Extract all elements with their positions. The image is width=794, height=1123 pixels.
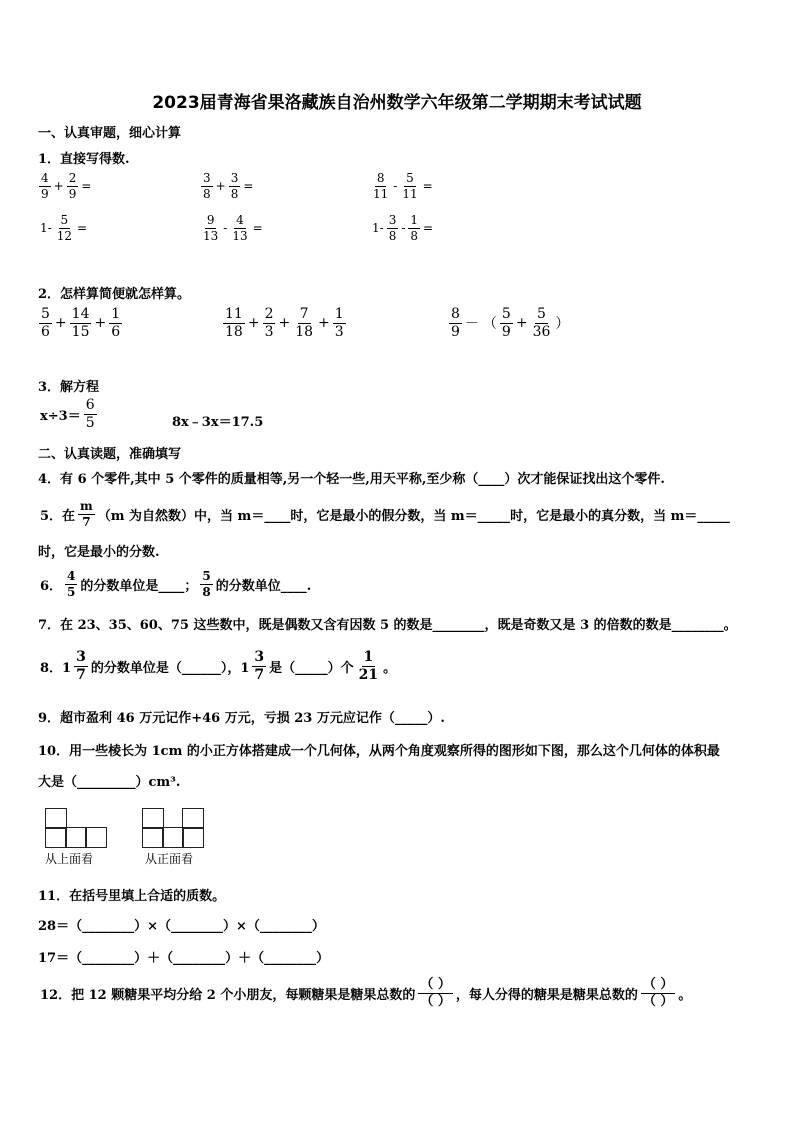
q2-label: 2．怎样算简便就怎样算。 bbox=[38, 287, 191, 302]
q7: 7．在 23、35、60、75 这些数中，既是偶数又含有因数 5 的数是________，既是奇数又是 3 的倍数的数是________。 bbox=[38, 618, 737, 633]
section-1-heading: 一、认真审题，细心计算 bbox=[38, 126, 182, 141]
top-view-figure bbox=[45, 808, 109, 848]
q5-line-1: 5．在 $\frac{m}{7}$ （m 为自然数）中，当 m＝____时，它是最小的假分数，当 m＝_____时，它是最小的真分数，当 m＝_____ bbox=[40, 499, 730, 529]
q10-line-2: 大是（_________）cm³. bbox=[38, 775, 181, 790]
q9: 9．超市盈利 46 万元记作+46 万元，亏损 23 万元应记作（_____）. bbox=[38, 711, 445, 726]
q2-expr-2: $\frac{11}{18}$ + $\frac{2}{3}$ + $\frac{7}{18}$ + $\frac{1}{3}$ bbox=[225, 306, 344, 340]
q11-label: 11．在括号里填上合适的质数。 bbox=[38, 889, 226, 904]
q12: 12．把 12 颗糖果平均分给 2 个小朋友，每颗糖果是糖果总数的 $\frac{( )}{( )}$ ，每人分得的糖果是糖果总数的 $\frac{( )}{( )}$ 。 bbox=[40, 977, 692, 1009]
q1-item-6: 1- $\frac{3}{8}$ - $\frac{1}{8}$ = bbox=[372, 213, 434, 243]
q6: 6． $\frac{4}{5}$ 的分数单位是____； $\frac{5}{8}$ 的分数单位____. bbox=[40, 569, 312, 599]
q3-equation-2: 8x﹣3x＝17.5 bbox=[172, 415, 264, 430]
q1-item-4: 1- $\frac{5}{12}$ = bbox=[40, 213, 88, 243]
front-view-figure bbox=[142, 808, 206, 848]
q10-line-1: 10．用一些棱长为 1cm 的小正方体搭建成一个几何体，从两个角度观察所得的图形如下图，那么这个几何体的体积最 bbox=[38, 744, 720, 759]
page-title: 2023届青海省果洛藏族自治州数学六年级第二学期期末考试试题 bbox=[152, 93, 642, 113]
q3-equation-1: x÷3＝ $\frac{6}{5}$ bbox=[40, 397, 95, 431]
q2-expr-1: $\frac{5}{6}$ + $\frac{14}{15}$ + $\frac{1}{6}$ bbox=[41, 306, 121, 340]
front-view-caption: 从正面看 bbox=[145, 852, 194, 866]
q2-expr-3: $\frac{8}{9}$ － （ $\frac{5}{9}$ + $\frac{5}{36}$ ） bbox=[451, 306, 570, 340]
q11-line-1: 28＝（________）×（________）×（________） bbox=[38, 919, 325, 934]
q8: 8．1 $\frac{3}{7}$ 的分数单位是（______），1 $\frac{3}{7}$ 是（_____）个 $\frac{1}{21}$ 。 bbox=[40, 649, 397, 683]
q1-item-1: $\frac{4}{9}$ + $\frac{2}{9}$ = bbox=[41, 171, 92, 201]
q1-label: 1．直接写得数. bbox=[38, 152, 130, 167]
section-2-heading: 二、认真读题，准确填写 bbox=[38, 447, 182, 462]
q1-item-5: $\frac{9}{13}$ - $\frac{4}{13}$ = bbox=[203, 213, 263, 243]
q3-label: 3．解方程 bbox=[38, 380, 100, 395]
top-view-caption: 从上面看 bbox=[45, 852, 94, 866]
q5-line-2: 时，它是最小的分数. bbox=[38, 545, 160, 560]
q4: 4．有 6 个零件,其中 5 个零件的质量相等,另一个轻一些,用天平称,至少称（____）次才能保证找出这个零件. bbox=[38, 472, 665, 487]
q1-item-2: $\frac{3}{8}$ + $\frac{3}{8}$ = bbox=[203, 171, 254, 201]
q1-item-3: $\frac{8}{11}$ - $\frac{5}{11}$ = bbox=[373, 171, 433, 201]
q11-line-2: 17＝（________）＋（________）＋（________） bbox=[38, 951, 330, 966]
